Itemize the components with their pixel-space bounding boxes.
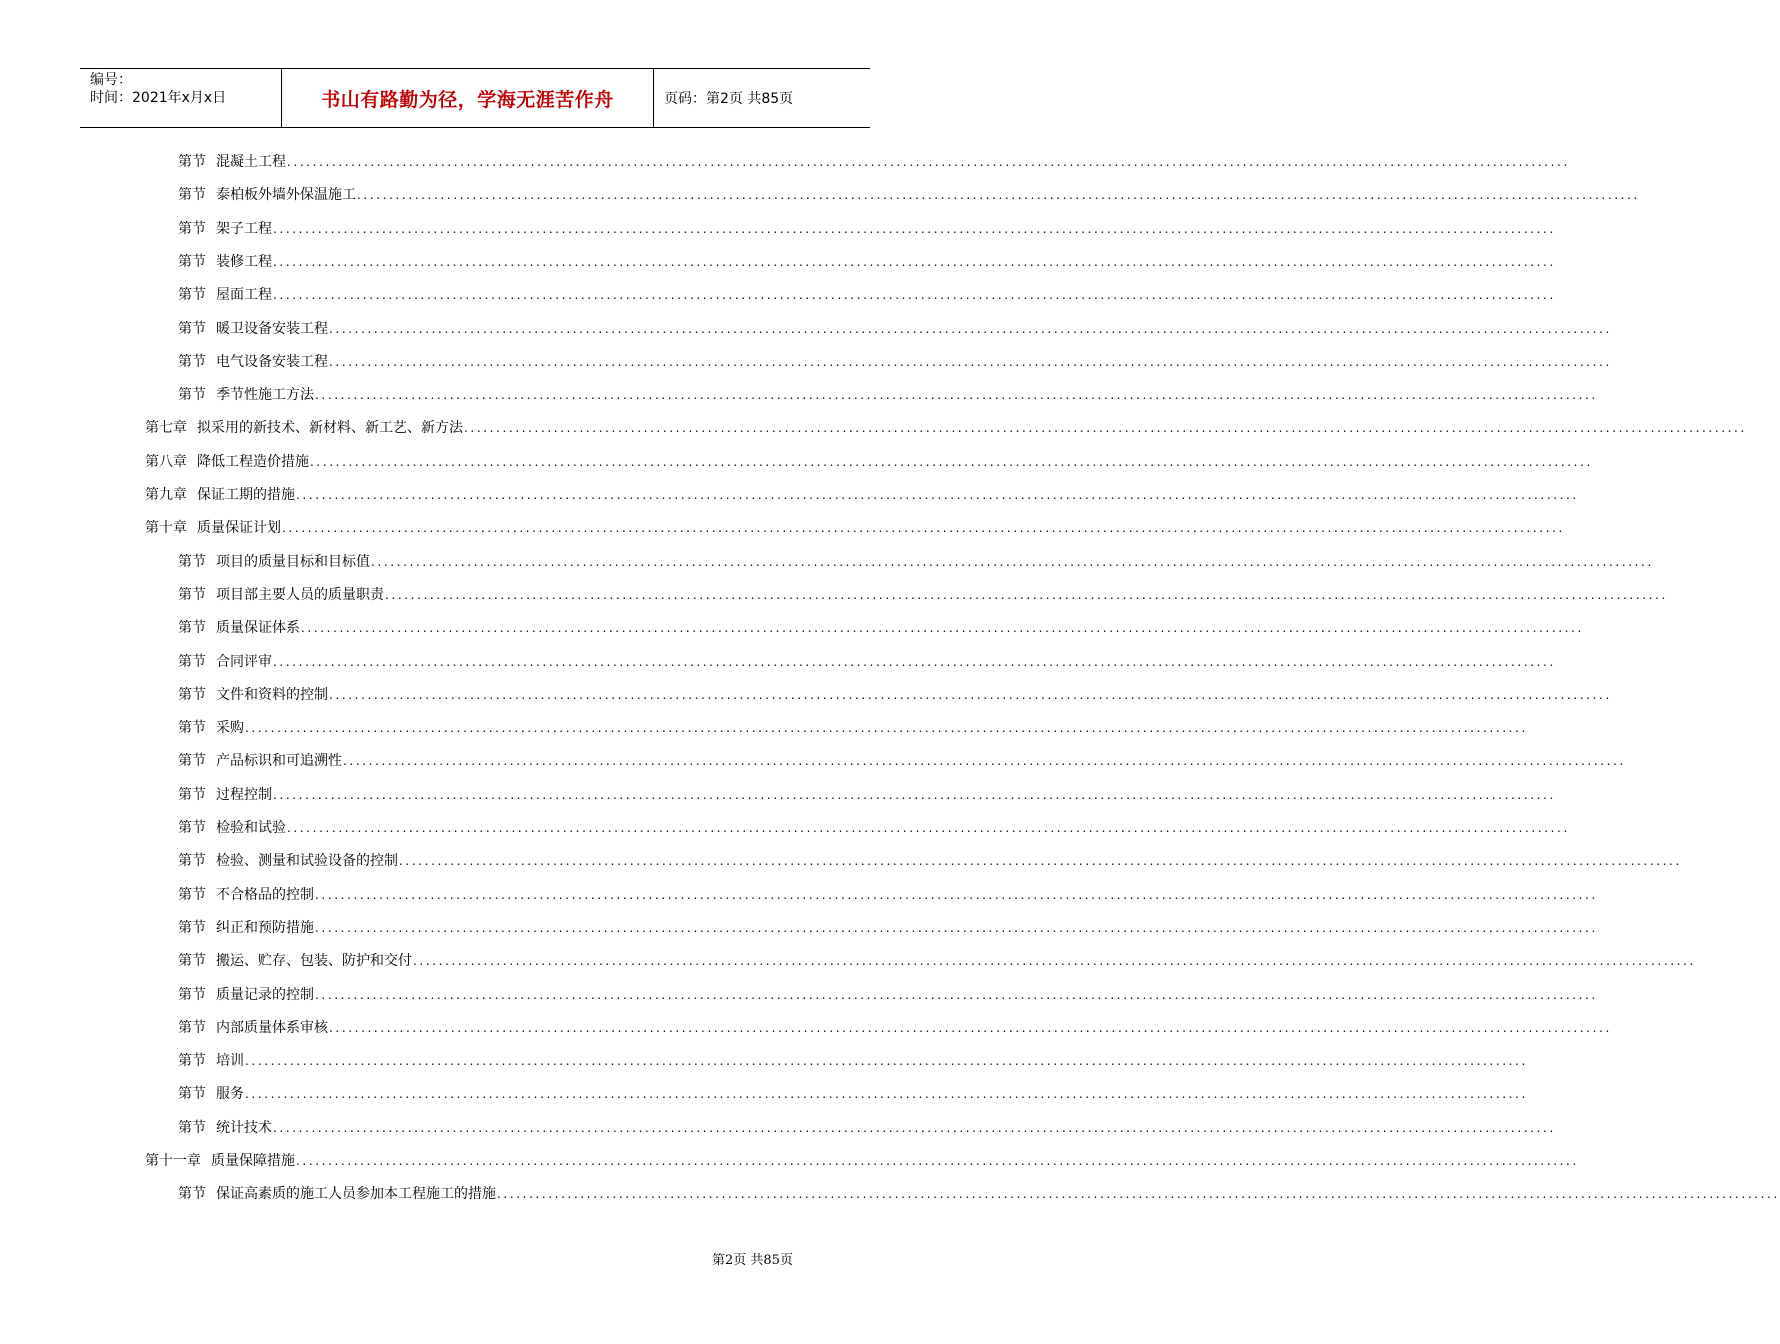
toc-section-entry[interactable] [178,350,1612,374]
toc-dot-leader: ........................................................................................................................................................................................................ [329,321,1612,336]
toc-entry-title: 合同评审 [216,653,272,670]
toc-dot-leader: ........................................................................................................................................................................................................ [282,521,1565,536]
toc-entry-title: 检验和试验 [216,820,286,836]
toc-entry-title: 项目的质量目标和目标值 [216,553,370,570]
toc-dot-leader: ........................................................................................................................................................................................................ [273,221,1556,236]
toc-dot-leader: ........................................................................................................................................................................................................ [301,621,1584,636]
toc-dot-leader: ........................................................................................................................................................................................................ [413,954,1696,969]
toc-entry-title: 质量保证计划 [197,520,281,537]
toc-entry-title: 服务 [216,1086,244,1103]
toc-entry-number: 第节 [178,1119,206,1136]
toc-entry-title: 质量记录的控制 [216,986,314,1003]
toc-dot-leader: ........................................................................................................................................................................................................ [371,554,1654,569]
toc-entry-number: 第节 [178,653,206,670]
toc-section-entry[interactable] [178,849,1682,873]
toc-dot-leader: ........................................................................................................................................................................................................ [315,388,1598,403]
toc-section-entry[interactable] [178,550,1654,574]
toc-entry-title: 检验、测量和试验设备的控制 [216,853,398,870]
toc-section-entry[interactable] [178,983,1598,1007]
toc-entry-number: 第节 [178,886,206,903]
toc-entry-title: 季节性施工方法 [216,387,314,404]
toc-entry-title: 不合格品的控制 [216,886,314,903]
toc-dot-leader: ........................................................................................................................................................................................................ [287,821,1570,835]
toc-dot-leader: ........................................................................................................................................................................................................ [310,454,1593,469]
toc-dot-leader: ........................................................................................................................................................................................................ [357,188,1640,203]
toc-entry-title: 混凝土工程 [216,154,286,170]
header-motto: 书山有路勤为径，学海无涯苦作舟 [282,69,654,127]
toc-dot-leader: ........................................................................................................................................................................................................ [385,587,1668,602]
toc-section-entry[interactable] [178,383,1598,407]
toc-section-entry[interactable] [178,949,1696,973]
toc-entry-number: 第节 [178,253,206,270]
toc-section-entry[interactable] [178,1082,1528,1106]
toc-chapter-entry[interactable] [145,416,1747,440]
toc-entry-number: 第节 [178,820,206,836]
toc-section-entry[interactable] [178,916,1598,940]
page-header [80,68,870,128]
document-number-label: 编号： [90,72,132,88]
toc-entry-number: 第节 [178,1053,206,1070]
toc-entry-title: 拟采用的新技术、新材料、新工艺、新方法 [197,420,463,437]
toc-entry-number: 第七章 [145,420,187,437]
toc-entry-title: 架子工程 [216,220,272,237]
toc-chapter-entry[interactable] [145,516,1565,540]
toc-section-entry[interactable] [178,317,1612,341]
toc-section-entry[interactable] [178,283,1556,307]
toc-entry-number: 第节 [178,753,206,770]
toc-entry-title: 泰柏板外墙外保温施工 [216,187,356,204]
toc-section-entry[interactable] [178,250,1556,274]
toc-entry-title: 质量保障措施 [211,1153,295,1169]
toc-dot-leader: ........................................................................................................................................................................................................ [296,1154,1579,1168]
toc-entry-number: 第节 [178,353,206,370]
toc-entry-number: 第节 [178,154,206,170]
toc-dot-leader: ........................................................................................................................................................................................................ [315,987,1598,1002]
toc-entry-number: 第十一章 [145,1153,201,1169]
toc-entry-title: 采购 [216,720,244,737]
toc-entry-number: 第十章 [145,520,187,537]
toc-entry-title: 电气设备安装工程 [216,353,328,370]
toc-section-entry[interactable] [178,1016,1612,1040]
toc-entry-title: 培训 [216,1053,244,1070]
toc-section-entry[interactable] [178,883,1598,907]
toc-section-entry[interactable] [178,616,1584,640]
toc-chapter-entry[interactable] [145,1149,1579,1173]
toc-entry-number: 第节 [178,1086,206,1103]
toc-entry-number: 第节 [178,720,206,737]
toc-entry-number: 第节 [178,287,206,304]
toc-dot-leader: ........................................................................................................................................................................................................ [245,1087,1528,1102]
toc-entry-number: 第节 [178,853,206,870]
toc-entry-number: 第节 [178,586,206,603]
toc-dot-leader: ........................................................................................................................................................................................................ [273,787,1556,802]
toc-entry-number: 第节 [178,620,206,637]
toc-dot-leader: ........................................................................................................................................................................................................ [399,854,1682,869]
toc-dot-leader: ........................................................................................................................................................................................................ [287,155,1570,169]
toc-entry-title: 搬运、贮存、包装、防护和交付 [216,953,412,970]
toc-entry-number: 第八章 [145,453,187,470]
toc-entry-number: 第节 [178,553,206,570]
toc-entry-title: 保证高素质的施工人员参加本工程施工的措施 [216,1186,496,1203]
toc-dot-leader: ........................................................................................................................................................................................................ [245,1054,1528,1069]
header-page-info: 页码：第2页 共85页 [664,91,794,107]
page-footer: 第2页 共85页 [712,1253,793,1268]
toc-section-entry[interactable] [178,183,1640,207]
toc-entry-number: 第节 [178,919,206,936]
toc-section-entry[interactable] [178,683,1612,707]
toc-entry-title: 纠正和预防措施 [216,919,314,936]
toc-dot-leader: ........................................................................................................................................................................................................ [315,920,1598,935]
toc-section-entry[interactable] [178,150,1570,174]
toc-entry-number: 第节 [178,986,206,1003]
toc-entry-title: 屋面工程 [216,287,272,304]
toc-entry-title: 保证工期的措施 [197,487,295,503]
toc-dot-leader: ........................................................................................................................................................................................................ [315,887,1598,902]
toc-section-entry[interactable] [178,583,1668,607]
toc-section-entry[interactable] [178,816,1570,840]
toc-entry-title: 质量保证体系 [216,620,300,637]
toc-chapter-entry[interactable] [145,483,1579,507]
toc-entry-number: 第节 [178,786,206,803]
toc-entry-number: 第节 [178,387,206,404]
toc-dot-leader: ........................................................................................................................................................................................................ [273,654,1556,669]
header-meta [80,69,282,127]
toc-dot-leader: ........................................................................................................................................................................................................ [329,1020,1612,1035]
toc-dot-leader: ........................................................................................................................................................................................................ [273,288,1556,303]
document-date-label: 时间：2021年x月x日 [90,90,227,106]
toc-chapter-entry[interactable] [145,450,1593,474]
toc-dot-leader: ........................................................................................................................................................................................................ [296,488,1579,502]
toc-dot-leader: ........................................................................................................................................................................................................ [273,1120,1556,1135]
toc-entry-title: 降低工程造价措施 [197,453,309,470]
toc-entry-title: 暖卫设备安装工程 [216,320,328,337]
toc-entry-number: 第节 [178,220,206,237]
toc-entry-title: 过程控制 [216,786,272,803]
toc-entry-title: 文件和资料的控制 [216,686,328,703]
toc-section-entry[interactable] [178,1116,1556,1140]
toc-dot-leader: ........................................................................................................................................................................................................ [329,354,1612,369]
toc-section-entry[interactable] [178,783,1556,807]
toc-dot-leader: ........................................................................................................................................................................................................ [273,254,1556,269]
toc-dot-leader: ........................................................................................................................................................................................................ [343,754,1626,769]
toc-section-entry[interactable] [178,217,1556,241]
toc-entry-number: 第节 [178,1019,206,1036]
toc-section-entry[interactable] [178,650,1556,674]
toc-section-entry[interactable] [178,749,1626,773]
toc-entry-number: 第节 [178,320,206,337]
toc-dot-leader: ........................................................................................................................................................................................................ [245,721,1528,736]
toc-entry-number: 第九章 [145,487,187,503]
toc-section-entry[interactable] [178,716,1528,740]
toc-dot-leader: ........................................................................................................................................................................................................ [464,421,1747,436]
toc-entry-number: 第节 [178,953,206,970]
toc-entry-number: 第节 [178,187,206,204]
toc-section-entry[interactable] [178,1182,1780,1206]
toc-entry-title: 统计技术 [216,1119,272,1136]
toc-dot-leader: ........................................................................................................................................................................................................ [497,1187,1780,1202]
toc-entry-title: 装修工程 [216,253,272,270]
toc-section-entry[interactable] [178,1049,1528,1073]
toc-entry-title: 产品标识和可追溯性 [216,753,342,770]
toc-entry-title: 内部质量体系审核 [216,1019,328,1036]
toc-dot-leader: ........................................................................................................................................................................................................ [329,687,1612,702]
toc-entry-number: 第节 [178,1186,206,1203]
toc-entry-title: 项目部主要人员的质量职责 [216,586,384,603]
toc-entry-number: 第节 [178,686,206,703]
